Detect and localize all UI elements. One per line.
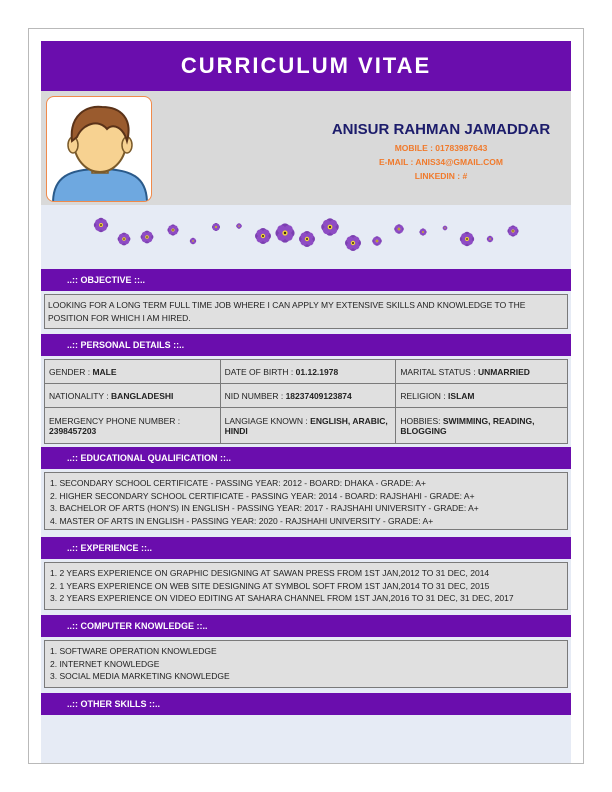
other-skills-heading: ..:: OTHER SKILLS ::..: [41, 693, 571, 715]
emergency-phone-cell: EMERGENCY PHONE NUMBER : 2398457203: [45, 408, 221, 444]
nationality-cell: NATIONALITY : BANGLADESHI: [45, 384, 221, 408]
hobbies-cell: HOBBIES: SWIMMING, READING, BLOGGING: [396, 408, 568, 444]
language-cell: LANGIAGE KNOWN : ENGLISH, ARABIC, HINDI: [220, 408, 396, 444]
list-item: 2. 1 YEARS EXPERIENCE ON WEB SITE DESIGNING AT SYMBOL SOFT FROM 1ST JAN,2014 TO 31 DEC, 2015: [50, 580, 490, 591]
list-item: 1. SECONDARY SCHOOL CERTIFICATE - PASSING YEAR: 2012 - BOARD: DHAKA - GRADE: A+: [50, 478, 426, 488]
education-heading: ..:: EDUCATIONAL QUALIFICATION ::..: [41, 447, 571, 469]
education-list: [44, 472, 568, 530]
experience-list: [44, 562, 568, 610]
dob-cell: DATE OF BIRTH : 01.12.1978: [220, 360, 396, 384]
religion-cell: RELIGION : ISLAM: [396, 384, 568, 408]
list-item: 3. SOCIAL MEDIA MARKETING KNOWLEDGE: [50, 671, 230, 681]
nid-cell: NID NUMBER : 18237409123874: [220, 384, 396, 408]
personal-details-table: [44, 359, 568, 444]
computer-knowledge-heading: ..:: COMPUTER KNOWLEDGE ::..: [41, 615, 571, 637]
person-icon: [47, 97, 152, 202]
list-item: 4. MASTER OF ARTS IN ENGLISH - PASSING YEAR: 2020 - RAJSHAHI UNIVERSITY - GRADE: A+: [50, 515, 434, 526]
computer-knowledge-list: [44, 640, 568, 688]
cv-document: [41, 41, 571, 763]
avatar: [46, 96, 152, 202]
list-item: 2. INTERNET KNOWLEDGE: [50, 658, 160, 669]
list-item: 3. BACHELOR OF ARTS (HON'S) IN ENGLISH - PASSING YEAR: 2017 - RAJSHAHI UNIVERSITY - GRADE: A+: [50, 503, 479, 513]
mobile-number: MOBILE : 01783987643: [394, 143, 488, 153]
objective-text: LOOKING FOR A LONG TERM FULL TIME JOB WHERE I CAN APPLY MY EXTENSIVE SKILLS AND KNOWLEDGE TO THE POSITION FOR WHICH I AM HIRED.: [44, 294, 568, 329]
candidate-name: ANISUR RAHMAN JAMADDAR: [331, 121, 551, 138]
flower-decoration-icon: [41, 205, 571, 267]
gender-cell: GENDER : MALE: [45, 360, 221, 384]
list-item: 2. HIGHER SECONDARY SCHOOL CERTIFICATE - PASSING YEAR: 2014 - BOARD: RAJSHAHI - GRADE: A+: [50, 490, 475, 501]
marital-status-cell: MARITAL STATUS : UNMARRIED: [396, 360, 568, 384]
objective-heading: ..:: OBJECTIVE ::..: [41, 269, 571, 291]
cv-title: CURRICULUM VITAE: [41, 41, 571, 91]
linkedin-link[interactable]: LINKEDIN : #: [414, 171, 468, 181]
personal-details-heading: ..:: PERSONAL DETAILS ::..: [41, 334, 571, 356]
list-item: 3. 2 YEARS EXPERIENCE ON VIDEO EDITING AT SAHARA CHANNEL FROM 1ST JAN,2016 TO 31 DEC, 31 DEC, 2017: [50, 593, 514, 603]
experience-heading: ..:: EXPERIENCE ::..: [41, 537, 571, 559]
list-item: 1. SOFTWARE OPERATION KNOWLEDGE: [50, 646, 217, 656]
list-item: 1. 2 YEARS EXPERIENCE ON GRAPHIC DESIGNING AT SAWAN PRESS FROM 1ST JAN,2012 TO 31 DEC, 2014: [50, 568, 490, 578]
profile-section: [41, 91, 571, 205]
email-address[interactable]: E-MAIL : ANIS34@GMAIL.COM: [379, 157, 503, 167]
